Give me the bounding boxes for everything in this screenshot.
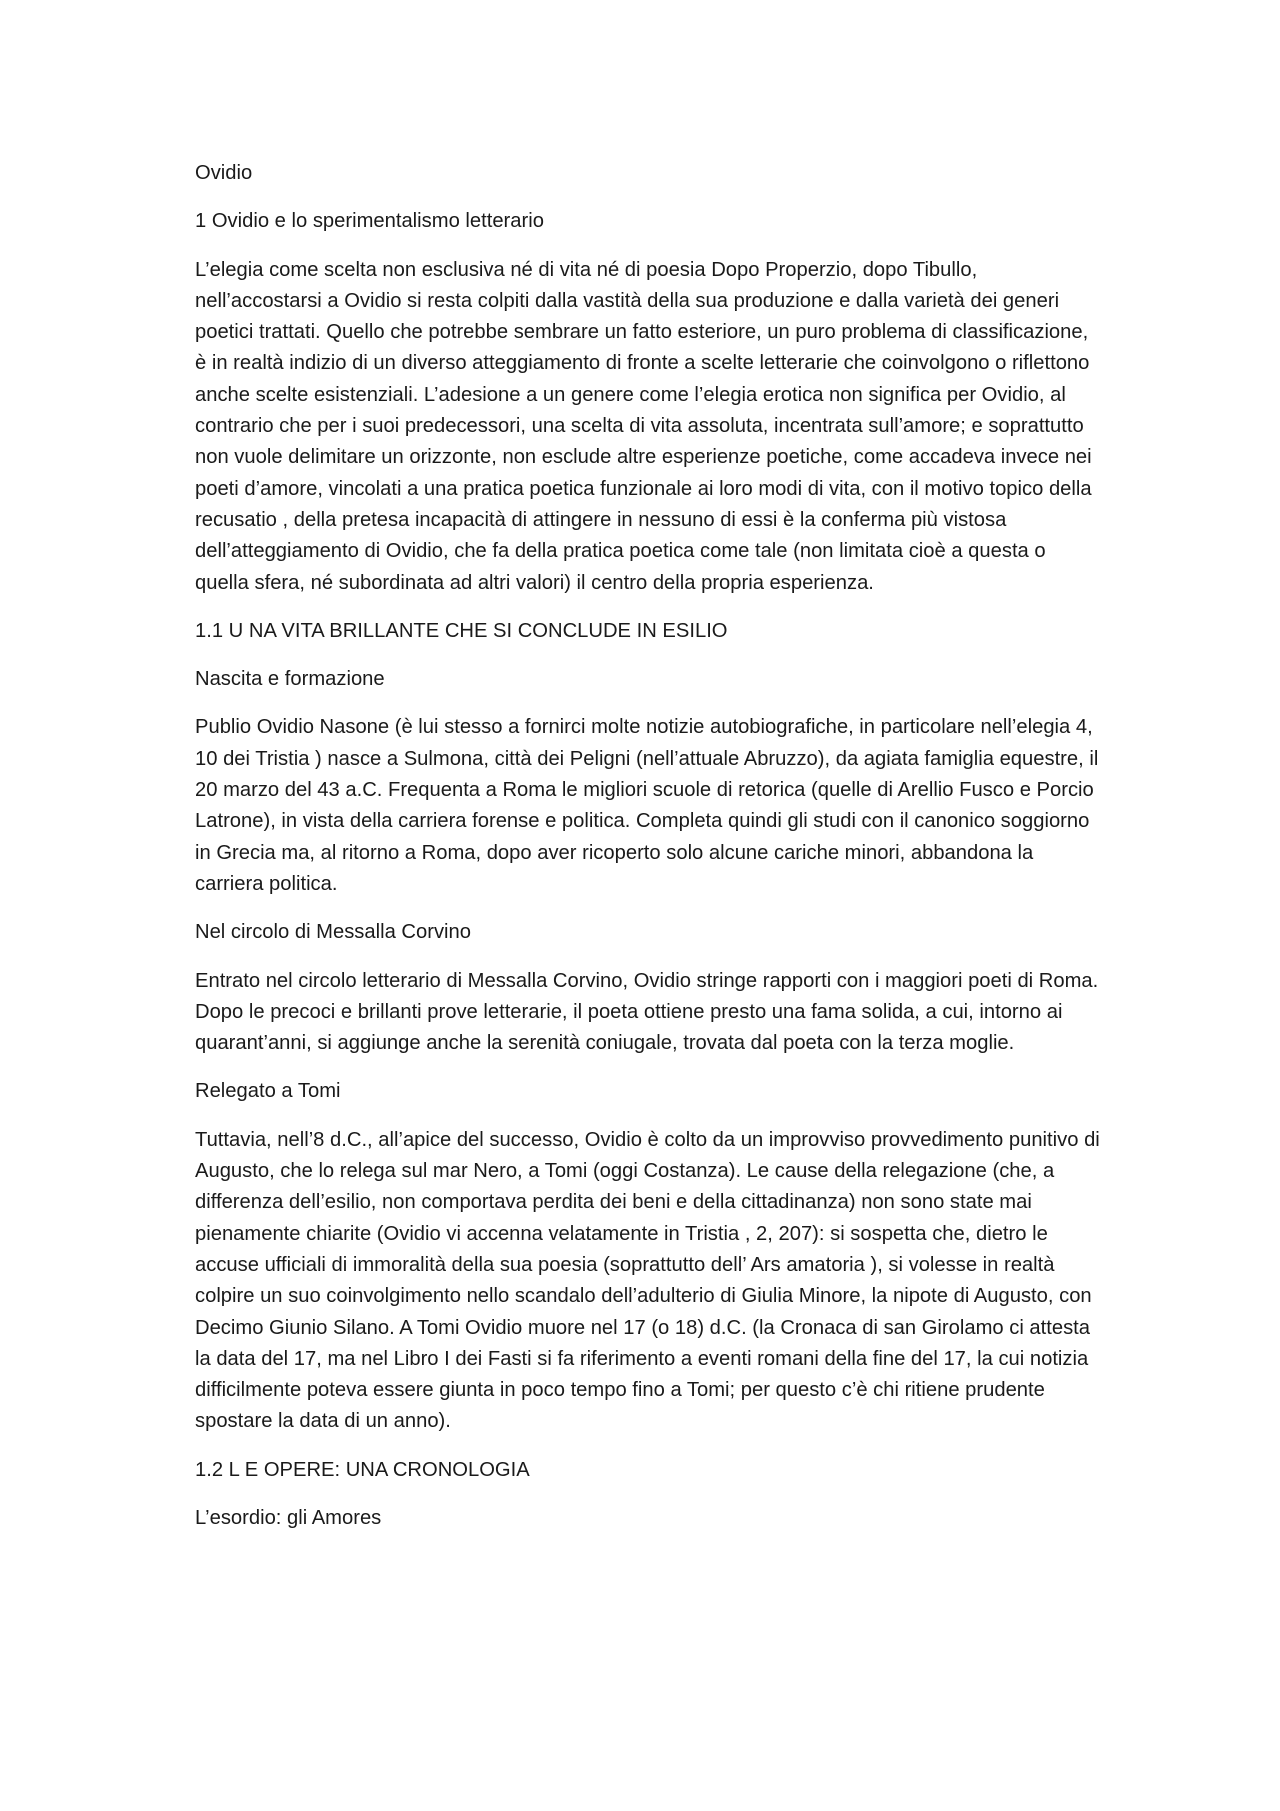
section-1-heading: 1 Ovidio e lo sperimentalismo letterario [195,210,544,233]
document-title: Ovidio [195,162,253,184]
circolo-heading: Nel circolo di Messalla Corvino [195,921,471,944]
section-1-2-heading: 1.2 L E OPERE: UNA CRONOLOGIA [195,1458,530,1481]
tomi-heading: Relegato a Tomi [195,1080,341,1103]
esordio-heading: L’esordio: gli Amores [195,1506,382,1529]
nascita-heading: Nascita e formazione [195,668,385,691]
section-1-1-heading: 1.1 U NA VITA BRILLANTE CHE SI CONCLUDE IN ESILIO [195,619,728,642]
section-1-paragraph: L’elegia come scelta non esclusiva né di vita né di poesia Dopo Properzio, dopo Tibullo, nell’accostarsi a Ovidio si resta colpiti dalla vastità della sua produzione e dalla varietà dei generi poetici trattati. Quello che potrebbe sembrare un fatto esteriore, un puro problema di classificazione, è in realtà indizio di un diverso atteggiamento di fronte a scelte letterarie che coinvolgono o riflettono anche scelte esistenziali. L’adesione a un genere come l’elegia erotica non significa per Ovidio, al contrario che per i suoi predecessori, una scelta di vita assoluta, incentrata sull’amore; e soprattutto non vuole delimitare un orizzonte, non esclude altre esperienze poetiche, come accadeva invece nei poeti d’amore, vincolati a una pratica poetica funzionale ai loro modi di vita, con il motivo topico della recusatio , della pretesa incapacità di attingere in nessuno di essi è la conferma più vistosa dell’atteggiamento di Ovidio, che fa della pratica poetica come tale (non limitata cioè a questa o quella sfera, né subordinata ad altri valori) il centro della propria esperienza. [195,258,1092,594]
tomi-paragraph: Tuttavia, nell’8 d.C., all’apice del successo, Ovidio è colto da un improvviso provvedimento punitivo di Augusto, che lo relega sul mar Nero, a Tomi (oggi Costanza). Le cause della relegazione (che, a differenza dell’esilio, non comportava perdita dei beni e della cittadinanza) non sono state mai pienamente chiarite (Ovidio vi accenna velatamente in Tristia , 2, 207): si sospetta che, dietro le accuse ufficiali di immoralità della sua poesia (soprattutto dell’ Ars amatoria ), si volesse in realtà colpire un suo coinvolgimento nello scandalo dell’adulterio di Giulia Minore, la nipote di Augusto, con Decimo Giunio Silano. A Tomi Ovidio muore nel 17 (o 18) d.C. (la Cronaca di san Girolamo ci attesta la data del 17, ma nel Libro I dei Fasti si fa riferimento a eventi romani della fine del 17, la cui notizia difficilmente poteva essere giunta in poco tempo fino a Tomi; per questo c’è chi ritiene prudente spostare la data di un anno). [195,1128,1100,1433]
circolo-paragraph: Entrato nel circolo letterario di Messalla Corvino, Ovidio stringe rapporti con i maggiori poeti di Roma. Dopo le precoci e brillanti prove letterarie, il poeta ottiene presto una fama solida, a cui, intorno ai quarant’anni, si aggiunge anche la serenità coniugale, trovata dal poeta con la terza moglie. [195,969,1099,1055]
document-page [195,158,1100,1551]
nascita-paragraph: Publio Ovidio Nasone (è lui stesso a fornirci molte notizie autobiografiche, in particolare nell’elegia 4, 10 dei Tristia ) nasce a Sulmona, città dei Peligni (nell’attuale Abruzzo), da agiata famiglia equestre, il 20 marzo del 43 a.C. Frequenta a Roma le migliori scuole di retorica (quelle di Arellio Fusco e Porcio Latrone), in vista della carriera forense e politica. Completa quindi gli studi con il canonico soggiorno in Grecia ma, al ritorno a Roma, dopo aver ricoperto solo alcune cariche minori, abbandona la carriera politica. [195,716,1099,895]
